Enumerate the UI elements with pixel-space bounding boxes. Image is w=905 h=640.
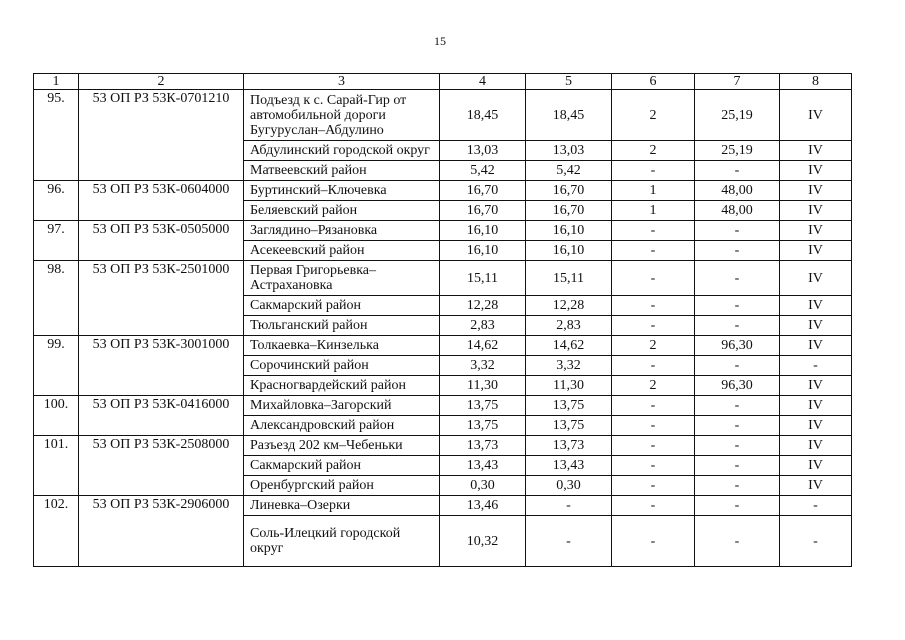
road-code-cell: 53 ОП РЗ 53К-0701210 [79,90,244,181]
length-total-cell: 5,42 [440,161,526,181]
road-name-cell: Буртинский–Ключевка [244,181,440,201]
count-cell: - [612,161,695,181]
row-number-cell: 102. [34,496,79,567]
count-cell: 2 [612,376,695,396]
category-cell: IV [780,141,852,161]
count-cell: 2 [612,141,695,161]
count-cell: - [612,296,695,316]
length-total-cell: 13,75 [440,396,526,416]
category-cell: IV [780,161,852,181]
value-cell: - [695,241,780,261]
road-name-cell: Сакмарский район [244,456,440,476]
category-cell: IV [780,296,852,316]
table-row [34,436,852,456]
header-cell: 5 [526,74,612,90]
road-name-cell: Разъезд 202 км–Чебеньки [244,436,440,456]
road-name-cell: Линевка–Озерки [244,496,440,516]
length-cell: 16,70 [526,201,612,221]
count-cell: - [612,356,695,376]
length-cell: 13,03 [526,141,612,161]
length-total-cell: 18,45 [440,90,526,141]
category-cell: IV [780,90,852,141]
value-cell: - [695,476,780,496]
length-total-cell: 3,32 [440,356,526,376]
header-cell: 4 [440,74,526,90]
category-cell: IV [780,376,852,396]
length-total-cell: 16,70 [440,201,526,221]
category-cell: IV [780,416,852,436]
table-row [34,396,852,416]
road-code-cell: 53 ОП РЗ 53К-0416000 [79,396,244,436]
row-number-cell: 97. [34,221,79,261]
length-cell: 14,62 [526,336,612,356]
value-cell: - [695,516,780,567]
table-row [34,496,852,516]
count-cell: - [612,476,695,496]
header-cell: 2 [79,74,244,90]
length-total-cell: 10,32 [440,516,526,567]
category-cell: IV [780,336,852,356]
length-total-cell: 14,62 [440,336,526,356]
road-name-cell: Сакмарский район [244,296,440,316]
road-name-cell: Александровский район [244,416,440,436]
length-total-cell: 13,75 [440,416,526,436]
category-cell: IV [780,476,852,496]
road-name-cell: Сорочинский район [244,356,440,376]
value-cell: 48,00 [695,201,780,221]
value-cell: - [695,161,780,181]
category-cell: IV [780,181,852,201]
length-total-cell: 16,10 [440,221,526,241]
header-cell: 8 [780,74,852,90]
road-name-cell: Матвеевский район [244,161,440,181]
length-cell: 0,30 [526,476,612,496]
category-cell: IV [780,201,852,221]
count-cell: - [612,221,695,241]
length-cell: 5,42 [526,161,612,181]
value-cell: - [695,316,780,336]
length-total-cell: 0,30 [440,476,526,496]
length-total-cell: 15,11 [440,261,526,296]
road-name-cell: Тюльганский район [244,316,440,336]
road-name-cell: Красногвардейский район [244,376,440,396]
length-total-cell: 13,46 [440,496,526,516]
category-cell: - [780,496,852,516]
road-name-cell: Заглядино–Рязановка [244,221,440,241]
length-cell: 16,10 [526,221,612,241]
header-cell: 1 [34,74,79,90]
value-cell: - [695,396,780,416]
road-code-cell: 53 ОП РЗ 53К-2508000 [79,436,244,496]
value-cell: - [695,221,780,241]
road-name-cell: Толкаевка–Кинзелька [244,336,440,356]
roads-table [33,73,852,567]
length-total-cell: 16,10 [440,241,526,261]
table-body [34,74,852,567]
road-name-cell: Абдулинский городской округ [244,141,440,161]
count-cell: - [612,496,695,516]
road-name-cell: Михайловка–Загорский [244,396,440,416]
road-name-cell: Оренбургский район [244,476,440,496]
count-cell: 2 [612,336,695,356]
count-cell: - [612,416,695,436]
count-cell: - [612,516,695,567]
road-name-cell: Соль-Илецкий городской округ [244,516,440,567]
value-cell: - [695,436,780,456]
road-code-cell: 53 ОП РЗ 53К-2906000 [79,496,244,567]
length-cell: 13,43 [526,456,612,476]
length-cell: 13,75 [526,396,612,416]
length-cell: 2,83 [526,316,612,336]
count-cell: - [612,396,695,416]
category-cell: IV [780,456,852,476]
table-row [34,221,852,241]
category-cell: IV [780,261,852,296]
length-total-cell: 2,83 [440,316,526,336]
row-number-cell: 95. [34,90,79,181]
value-cell: - [695,416,780,436]
length-cell: 15,11 [526,261,612,296]
row-number-cell: 101. [34,436,79,496]
category-cell: IV [780,316,852,336]
category-cell: IV [780,436,852,456]
length-cell: - [526,496,612,516]
road-name-cell: Первая Григорьевка–Астрахановка [244,261,440,296]
table-row [34,181,852,201]
value-cell: - [695,496,780,516]
length-total-cell: 13,43 [440,456,526,476]
table-row [34,261,852,296]
length-total-cell: 11,30 [440,376,526,396]
count-cell: - [612,456,695,476]
length-cell: 16,70 [526,181,612,201]
value-cell: 48,00 [695,181,780,201]
value-cell: 25,19 [695,90,780,141]
road-name-cell: Беляевский район [244,201,440,221]
length-cell: 16,10 [526,241,612,261]
header-cell: 7 [695,74,780,90]
table-row [34,90,852,141]
value-cell: 96,30 [695,376,780,396]
length-cell: 13,73 [526,436,612,456]
row-number-cell: 100. [34,396,79,436]
road-name-cell: Асекеевский район [244,241,440,261]
length-total-cell: 16,70 [440,181,526,201]
road-code-cell: 53 ОП РЗ 53К-0505000 [79,221,244,261]
length-total-cell: 13,03 [440,141,526,161]
length-total-cell: 13,73 [440,436,526,456]
header-cell: 6 [612,74,695,90]
value-cell: - [695,356,780,376]
road-code-cell: 53 ОП РЗ 53К-2501000 [79,261,244,336]
count-cell: 1 [612,181,695,201]
category-cell: - [780,516,852,567]
count-cell: 1 [612,201,695,221]
count-cell: - [612,436,695,456]
value-cell: - [695,296,780,316]
length-cell: 12,28 [526,296,612,316]
value-cell: - [695,456,780,476]
category-cell: IV [780,241,852,261]
road-code-cell: 53 ОП РЗ 53К-0604000 [79,181,244,221]
row-number-cell: 99. [34,336,79,396]
length-cell: 13,75 [526,416,612,436]
header-cell: 3 [244,74,440,90]
row-number-cell: 98. [34,261,79,336]
page-number: 15 [434,34,446,48]
category-cell: - [780,356,852,376]
road-code-cell: 53 ОП РЗ 53К-3001000 [79,336,244,396]
length-cell: - [526,516,612,567]
value-cell: 25,19 [695,141,780,161]
row-number-cell: 96. [34,181,79,221]
category-cell: IV [780,221,852,241]
length-total-cell: 12,28 [440,296,526,316]
value-cell: 96,30 [695,336,780,356]
length-cell: 3,32 [526,356,612,376]
table-row [34,336,852,356]
category-cell: IV [780,396,852,416]
value-cell: - [695,261,780,296]
count-cell: - [612,316,695,336]
count-cell: - [612,241,695,261]
road-name-cell: Подъезд к с. Сарай-Гир от автомобильной дороги Бугуруслан–Абдулино [244,90,440,141]
count-cell: - [612,261,695,296]
length-cell: 11,30 [526,376,612,396]
header-row [34,74,852,90]
length-cell: 18,45 [526,90,612,141]
count-cell: 2 [612,90,695,141]
